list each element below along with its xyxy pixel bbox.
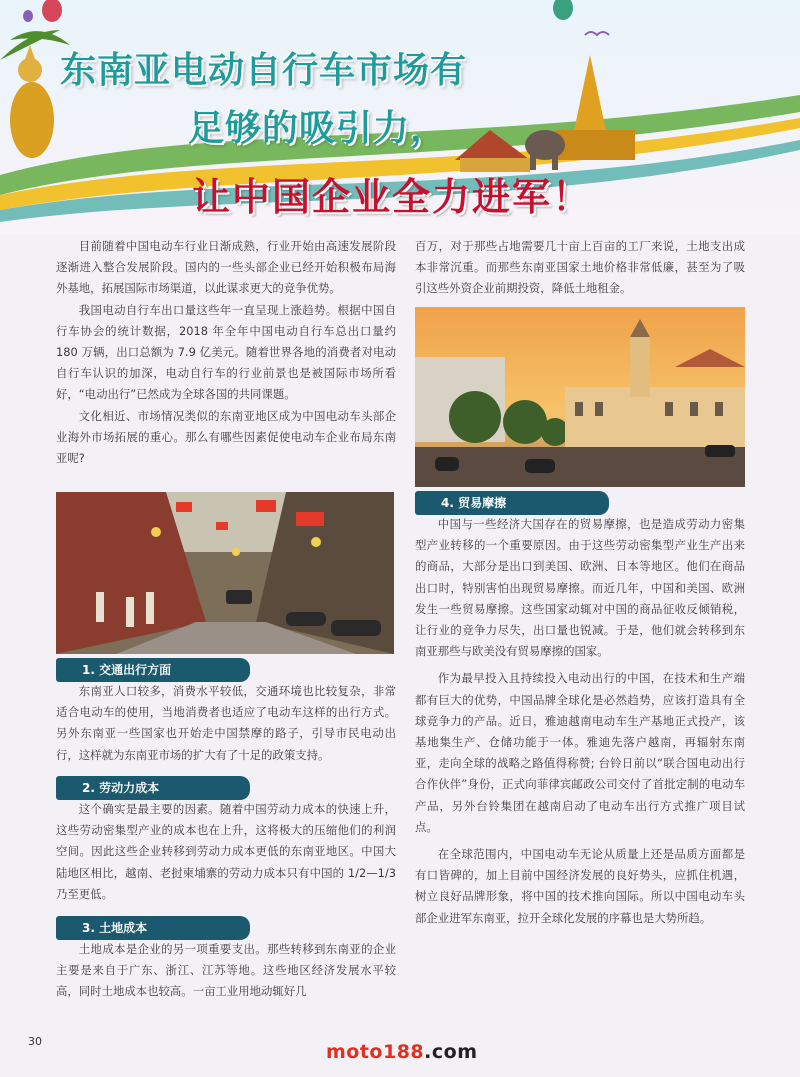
section-labor-text <box>56 799 396 905</box>
continuation-text <box>415 236 745 300</box>
paragraph: 在全球范围内，中国电动车无论从质量上还是品质方面都是有口皆碑的，加上目前中国经济发展的良好势头，应抓住机遇，树立良好品牌形象，将中国的技术推向国际。所以中国电动车头部企业进军东南亚，拉开全球化发展的序幕也是大势所趋。 <box>415 847 745 925</box>
paragraph: 我国电动自行车出口量这些年一直呈现上涨趋势。根据中国自行车协会的统计数据，2018 年全年中国电动自行车总出口量约 180 万辆，出口总额为 7.9 亿美元。随着世界各地的消费者对电动自行车认识的加深，电动自行车的行业前景也是被国际市场所看好，“电动出行”已然成为全球各国的共同课题。 <box>56 302 396 402</box>
site-suffix: .com <box>424 1041 478 1063</box>
section-trade-text <box>415 514 745 929</box>
paragraph: 土地成本是企业的另一项重要支出。那些转移到东南亚的企业主要是来自于广东、浙江、江苏等地。这些地区经济发展水平较高，同时土地成本也较高。一亩工业用地动辄好几 <box>56 942 396 999</box>
section-heading-land: 3. 土地成本 <box>56 916 250 940</box>
paragraph: 文化相近、市场情况类似的东南亚地区成为中国电动车头部企业海外市场拓展的重心。那么有哪些因素促使电动车企业布局东南亚呢? <box>56 408 396 466</box>
paragraph: 百万，对于那些占地需要几十亩上百亩的工厂来说，土地支出成本非常沉重。而那些东南亚国家土地价格非常低廉，甚至为了吸引这些外资企业前期投资，降低土地租金。 <box>415 239 745 296</box>
paragraph: 中国与一些经济大国存在的贸易摩擦，也是造成劳动力密集型产业转移的一个重要原因。由于这些劳动密集型产业生产出来的商品，大部分是出口到美国、欧洲、日本等地区。他们在商品出口时，特别害怕出现贸易摩擦。而近几年，中国和美国、欧洲发生一些贸易摩擦。这些国家动辄对中国的商品征收反倾销税，让行业的竞争力尽失，出口量也锐减。于是，他们就会转移到东南亚那些与欧美没有贸易摩擦的国家。 <box>415 517 745 659</box>
section-heading-transport: 1. 交通出行方面 <box>56 658 250 682</box>
paragraph: 目前随着中国电动车行业日渐成熟，行业开始由高速发展阶段逐渐进入整合发展阶段。国内的一些头部企业已经开始积极布局海外基地，拓展国际市场渠道，以此谋求更大的竞争优势。 <box>56 239 396 296</box>
paragraph: 这个确实是最主要的因素。随着中国劳动力成本的快速上升，这些劳动密集型产业的成本也在上升，这将极大的压缩他们的利润空间。因此这些企业转移到劳动力成本更低的东南亚地区。中国大陆地区相比，越南、老挝柬埔寨的劳动力成本只有中国的 1/2—1/3 乃至更低。 <box>56 802 396 901</box>
paragraph: 东南亚人口较多，消费水平较低，交通环境也比较复杂，非常适合电动车的使用，当地消费者也适应了电动车这样的出行方式。另外东南亚一些国家也开始走中国禁摩的路子，引导市民电动出行，这样就为东南亚市场的扩大有了十足的政策支持。 <box>56 684 396 762</box>
title-line-1: 东南亚电动自行车市场有 <box>60 50 468 91</box>
section-land-text <box>56 939 396 1003</box>
site-name: moto188 <box>326 1041 425 1063</box>
city-hall-photo <box>415 307 745 487</box>
title-line-3: 让中国企业全力进军！ <box>192 174 593 219</box>
title-line-2: 足够的吸引力， <box>188 108 448 149</box>
section-heading-labor: 2. 劳动力成本 <box>56 776 250 800</box>
paragraph: 作为最早投入且持续投入电动出行的中国，在技术和生产端都有巨大的优势，中国品牌全球化是必然趋势，应该打造具有全球竞争力的产品。近日，雅迪越南电动车生产基地正式投产，该基地集生产、仓储功能于一体。雅迪先落户越南，再辐射东南亚，走向全球的战略之路值得称赞; 台铃日前以“联合国电动出行合作伙伴”身份，正式向菲律宾邮政公司交付了首批定制的电动车产品，另外台铃集团在越南启动了电动车出行方式推广项目试点。 <box>415 671 745 834</box>
intro-text <box>56 236 396 469</box>
page-number: 30 <box>28 1035 42 1048</box>
street-photo <box>56 492 394 654</box>
site-watermark <box>326 1041 478 1063</box>
section-heading-trade: 4. 贸易摩擦 <box>415 491 609 515</box>
section-transport-text <box>56 681 396 766</box>
